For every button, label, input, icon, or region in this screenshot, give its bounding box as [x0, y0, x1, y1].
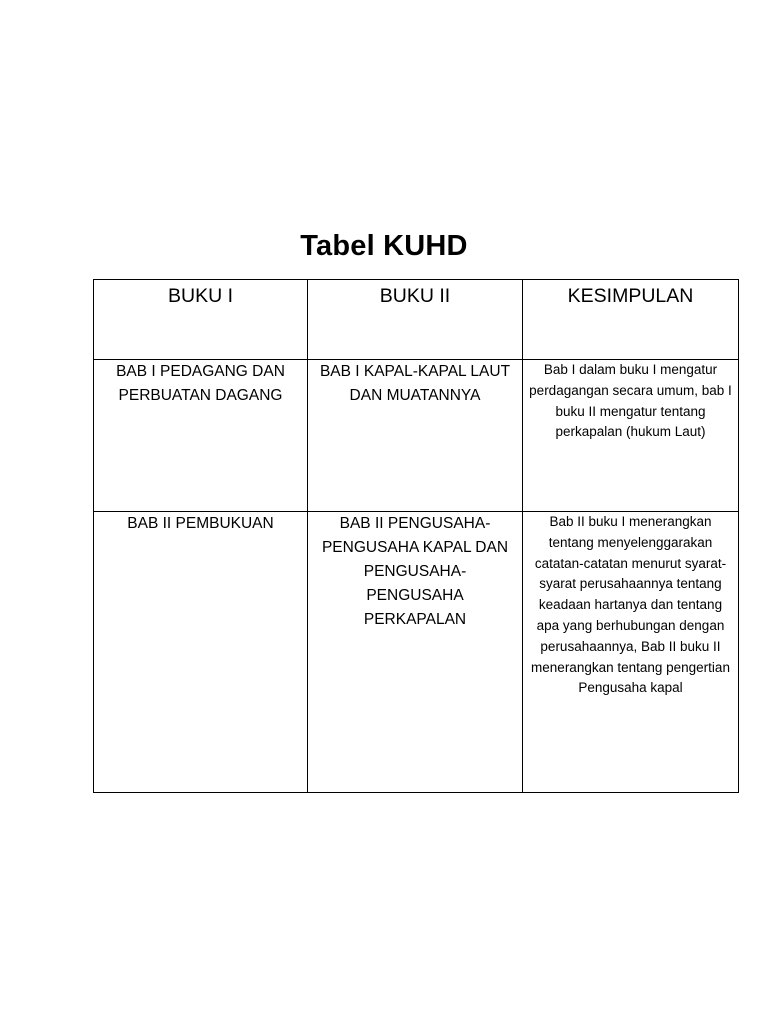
table-row — [94, 512, 739, 793]
table-header-row — [94, 280, 739, 360]
cell-buku-i: BAB II PEMBUKUAN — [94, 512, 308, 793]
cell-kesimpulan: Bab I dalam buku I mengatur perdagangan secara umum, bab I buku II mengatur tentang perkapalan (hukum Laut) — [523, 360, 739, 512]
header-buku-i: BUKU I — [94, 280, 308, 360]
header-buku-ii: BUKU II — [308, 280, 523, 360]
cell-kesimpulan: Bab II buku I menerangkan tentang menyelenggarakan catatan-catatan menurut syarat-syarat perusahaannya tentang keadaan hartanya dan tentang apa yang berhubungan dengan perusahaannya, Bab II buku II menerangkan tentang pengertian Pengusaha kapal — [523, 512, 739, 793]
cell-buku-ii: BAB II PENGUSAHA-PENGUSAHA KAPAL DAN PENGUSAHA-PENGUSAHA PERKAPALAN — [308, 512, 523, 793]
kuhd-table — [93, 279, 739, 793]
cell-buku-ii: BAB I KAPAL-KAPAL LAUT DAN MUATANNYA — [308, 360, 523, 512]
header-kesimpulan: KESIMPULAN — [523, 280, 739, 360]
page-title: Tabel KUHD — [300, 230, 468, 262]
cell-buku-i: BAB I PEDAGANG DAN PERBUATAN DAGANG — [94, 360, 308, 512]
table-row — [94, 360, 739, 512]
